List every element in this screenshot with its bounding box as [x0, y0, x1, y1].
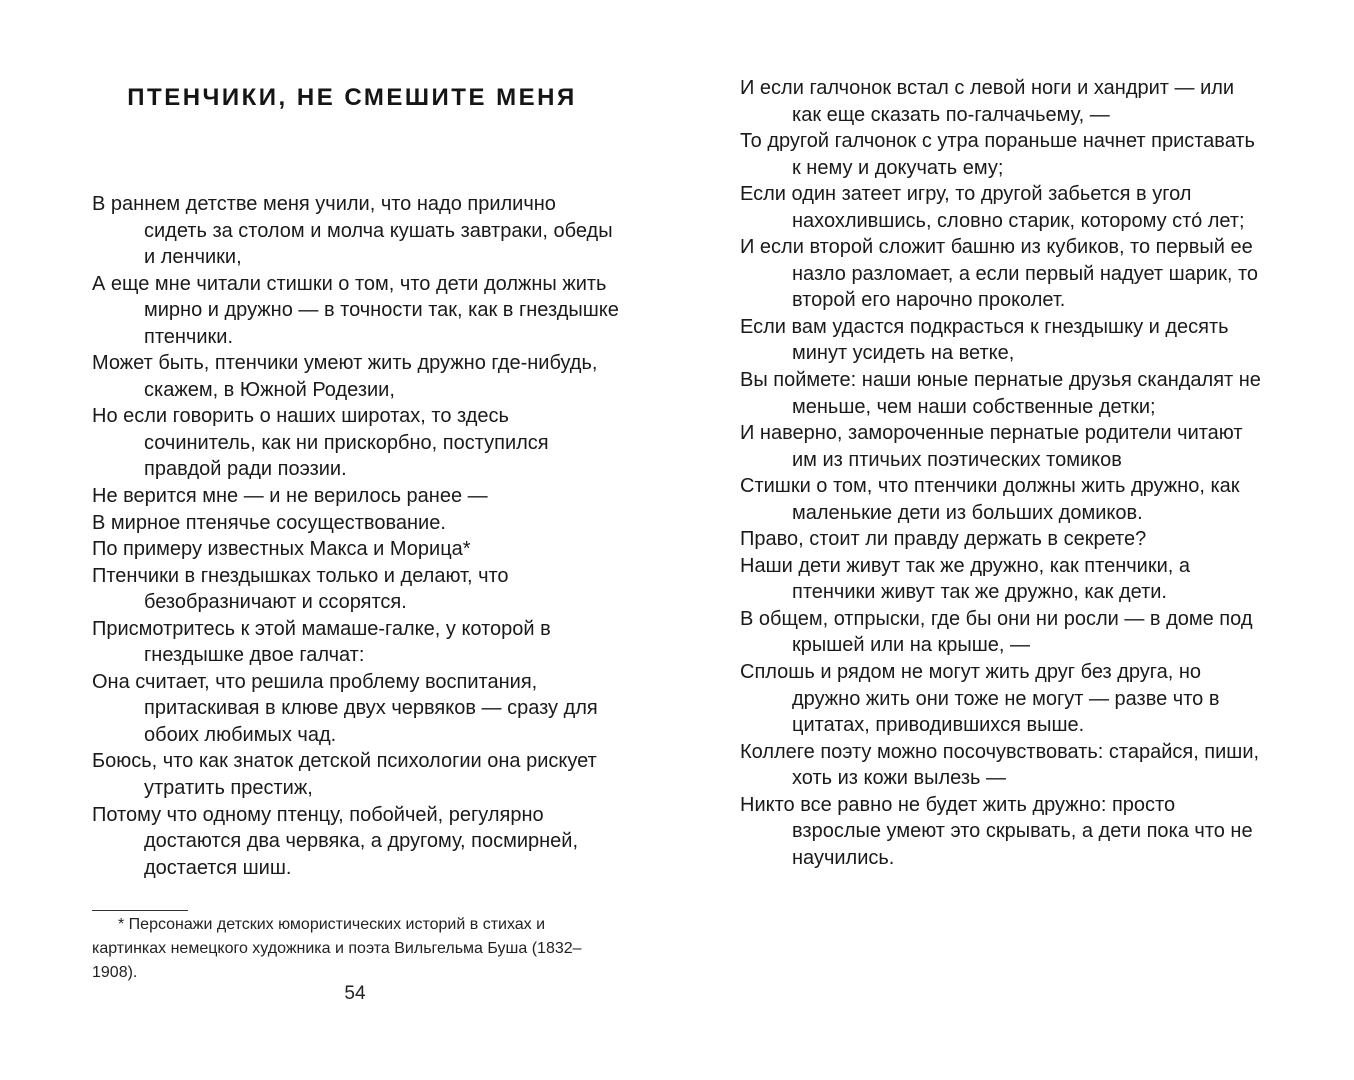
poem-line: Никто все равно не будет жить дружно: просто взрослые умеют это скрывать, а дети пока что не научились. — [740, 793, 1253, 869]
poem-line: Птенчики в гнездышках только и делают, что безобразничают и ссорятся. — [92, 564, 509, 614]
poem-line: Но если говорить о наших широтах, то здесь сочинитель, как ни прискорбно, поступился правдой ради поэзии. — [92, 405, 549, 481]
poem-line: Стишки о том, что птенчики должны жить дружно, как маленькие дети из больших домиков. — [740, 475, 1240, 524]
poem-line: По примеру известных Макса и Морица* — [92, 538, 471, 561]
poem-line: В раннем детстве меня учили, что надо прилично сидеть за столом и молча кушать завтраки, обеды и ленчики, — [92, 193, 613, 269]
poem-line: Сплошь и рядом не могут жить друг без друга, но дружно жить они тоже не могут — разве что в цитатах, приводившихся выше. — [740, 661, 1220, 737]
poem-line: Может быть, птенчики умеют жить дружно где-нибудь, скажем, в Южной Родезии, — [92, 352, 598, 401]
poem-line: Присмотритесь к этой мамаше-галке, у которой в гнездышке двое галчат: — [92, 617, 551, 667]
poem-line: Боюсь, что как знаток детской психологии она рискует утратить престиж, — [92, 750, 597, 800]
poem-line: А еще мне читали стишки о том, что дети должны жить мирно и дружно — в точности так, как в гнездышке птенчики. — [92, 272, 619, 348]
poem-text-left — [92, 191, 620, 881]
poem-line: Вы поймете: наши юные пернатые друзья скандалят не меньше, чем наши собственные детки; — [740, 369, 1261, 418]
poem-line: Если вам удастся подкрасться к гнездышку и десять минут усидеть на ветке, — [740, 315, 1229, 365]
poem-line: Потому что одному птенцу, побойчей, регулярно достаются два червяка, а другому, посмирней, достается шиш. — [92, 803, 579, 879]
poem-text-right — [740, 75, 1268, 871]
footnote: * Персонажи детских юмористических историй в стихах и картинках немецкого художника и поэта Вильгельма Буша (1832–1908). — [92, 916, 582, 981]
page-number: 54 — [344, 983, 366, 1004]
footnote-divider — [92, 910, 188, 911]
poem-line: Если один затеет игру, то другой забьется в угол нахохлившись, словно старик, которому сто́ лет; — [740, 183, 1245, 232]
poem-line: В общем, отпрыски, где бы они ни росли — в доме под крышей или на крыше, — — [740, 607, 1253, 657]
poem-line: И если второй сложит башню из кубиков, то первый ее назло разломает, а если первый надует шарик, то второй его нарочно проколет. — [740, 236, 1259, 312]
poem-line: В мирное птенячье сосуществование. — [92, 511, 446, 534]
poem-line: Не верится мне — и не верилось ранее — — [92, 485, 488, 508]
poem-line: Наши дети живут так же дружно, как птенчики, а птенчики живут так же дружно, как дети. — [740, 554, 1190, 604]
poem-line: Она считает, что решила проблему воспитания, притаскивая в клюве двух червяков — сразу для обоих любимых чад. — [92, 670, 598, 746]
poem-title: ПТЕНЧИКИ, НЕ СМЕШИТЕ МЕНЯ — [127, 84, 577, 111]
poem-line: И если галчонок встал с левой ноги и хандрит — или как еще сказать по-галчачьему, — — [740, 77, 1235, 126]
poem-line: Право, стоит ли правду держать в секрете? — [740, 528, 1147, 551]
poem-line: И наверно, замороченные пернатые родители читают им из птичьих поэтических томиков — [740, 422, 1243, 471]
poem-line: То другой галчонок с утра пораньше начнет приставать к нему и докучать ему; — [740, 130, 1255, 179]
poem-line: Коллеге поэту можно посочувствовать: старайся, пиши, хоть из кожи вылезь — — [740, 740, 1260, 790]
